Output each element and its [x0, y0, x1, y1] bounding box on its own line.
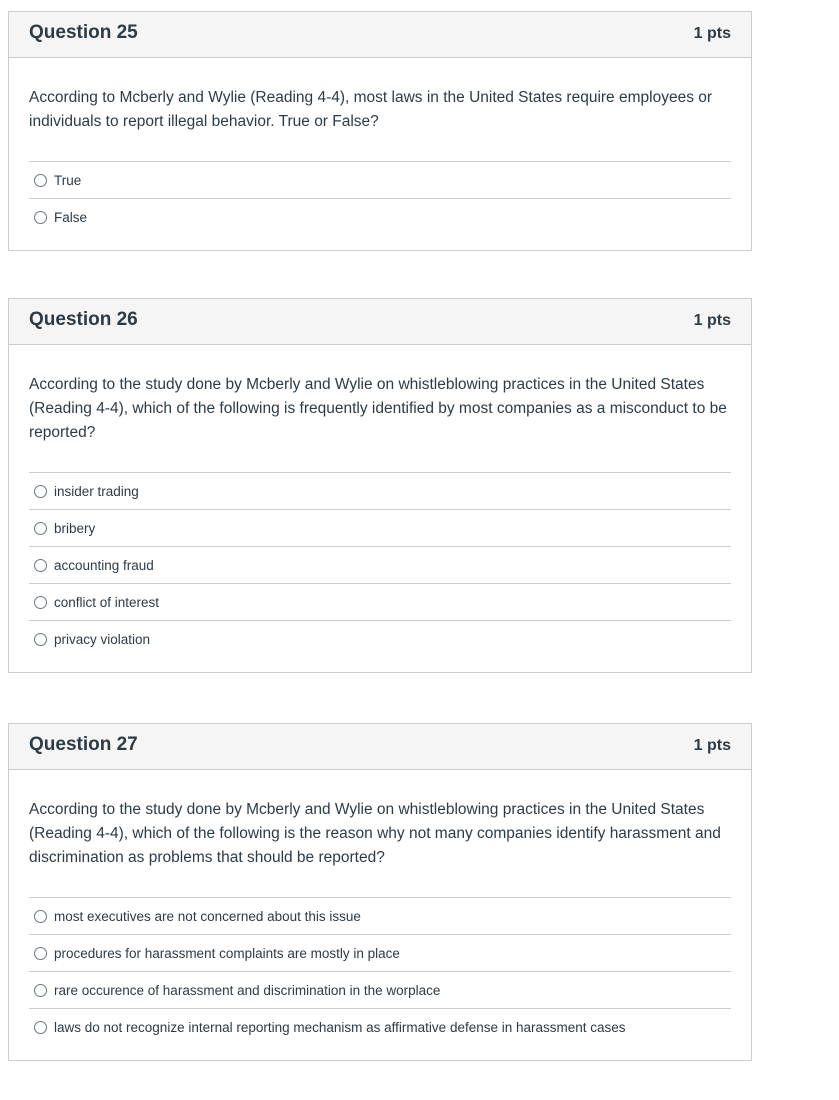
radio-button[interactable]	[34, 211, 47, 224]
radio-button[interactable]	[34, 522, 47, 535]
answer-label[interactable]: rare occurence of harassment and discrimination in the worplace	[54, 982, 441, 998]
radio-button[interactable]	[34, 1021, 47, 1034]
answer-option-insider-trading[interactable]	[29, 473, 731, 510]
answer-option-true[interactable]	[29, 162, 731, 199]
question-header	[9, 12, 751, 58]
answer-label[interactable]: True	[54, 172, 82, 188]
answer-label[interactable]: False	[54, 210, 88, 225]
radio-button[interactable]	[34, 596, 47, 609]
question-title: Question 26	[29, 309, 138, 330]
answer-list	[29, 472, 731, 658]
question-text: According to the study done by Mcberly and Wylie on whistleblowing practices in the United States (Reading 4-4), which of the following is frequently identified by most companies as a misconduct to be reported?	[29, 376, 727, 441]
radio-button[interactable]	[34, 984, 47, 997]
question-text: According to the study done by Mcberly and Wylie on whistleblowing practices in the United States (Reading 4-4), which of the following is the reason why not many companies identify harassment and discrimination as problems that should be reported?	[29, 801, 721, 866]
answer-label[interactable]: bribery	[54, 520, 96, 536]
question-body	[9, 58, 751, 250]
question-body	[9, 345, 751, 672]
question-text: According to Mcberly and Wylie (Reading 4-4), most laws in the United States require employees or individuals to report illegal behavior. True or False?	[29, 89, 713, 130]
answer-label[interactable]: insider trading	[54, 483, 139, 499]
answer-list	[29, 897, 731, 1046]
radio-button[interactable]	[34, 559, 47, 572]
radio-button[interactable]	[34, 947, 47, 960]
question-header	[9, 724, 751, 770]
radio-button[interactable]	[34, 485, 47, 498]
answer-option-conflict-of-interest[interactable]	[29, 584, 731, 621]
answer-label[interactable]: procedures for harassment complaints are mostly in place	[54, 945, 400, 961]
question-25	[8, 11, 752, 251]
question-27	[8, 723, 752, 1061]
question-title: Question 27	[29, 734, 138, 755]
question-points: 1 pts	[693, 737, 731, 754]
answer-label[interactable]: privacy violation	[54, 632, 151, 647]
radio-button[interactable]	[34, 174, 47, 187]
radio-button[interactable]	[34, 910, 47, 923]
radio-button[interactable]	[34, 633, 47, 646]
question-title: Question 25	[29, 22, 138, 43]
answer-option-laws-do-not-recognize[interactable]	[29, 1009, 731, 1046]
question-26	[8, 298, 752, 673]
answer-option-privacy-violation[interactable]	[29, 621, 731, 658]
answer-label[interactable]: most executives are not concerned about this issue	[54, 908, 361, 924]
answer-option-executives-not-concerned[interactable]	[29, 898, 731, 935]
answer-list	[29, 161, 731, 236]
answer-label[interactable]: accounting fraud	[54, 557, 154, 573]
answer-option-procedures-in-place[interactable]	[29, 935, 731, 972]
answer-label[interactable]: laws do not recognize internal reporting mechanism as affirmative defense in harassment cases	[54, 1020, 626, 1035]
answer-label[interactable]: conflict of interest	[54, 594, 160, 610]
question-points: 1 pts	[693, 25, 731, 42]
answer-option-accounting-fraud[interactable]	[29, 547, 731, 584]
question-points: 1 pts	[693, 312, 731, 329]
question-body	[9, 770, 751, 1060]
answer-option-false[interactable]	[29, 199, 731, 236]
answer-option-rare-occurence[interactable]	[29, 972, 731, 1009]
question-header	[9, 299, 751, 345]
answer-option-bribery[interactable]	[29, 510, 731, 547]
